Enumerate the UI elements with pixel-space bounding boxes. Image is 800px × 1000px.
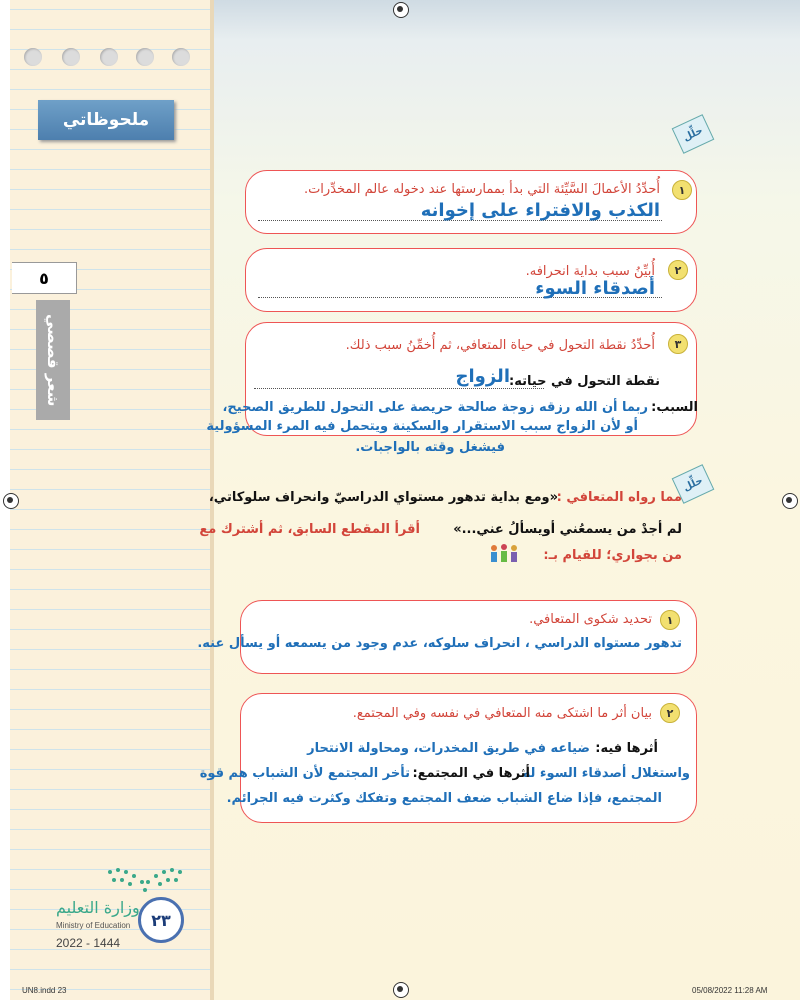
- cause-line-3[interactable]: فيشغل وقته بالواجبات.: [355, 440, 505, 455]
- turning-point-label: نقطة التحول في حياته:: [509, 374, 660, 389]
- self-effect-answer[interactable]: ضياعه في طريق المخدرات، ومحاولة الانتحار: [307, 741, 590, 756]
- answer-line: [254, 388, 544, 389]
- analyze-tag: حلِّل: [672, 464, 715, 504]
- registration-mark: [3, 493, 19, 509]
- binder-hole: [100, 48, 118, 66]
- narration-quote-1: «ومع بداية تدهور مستواي الدراسيّ وانحراف سلوكاتي،: [208, 490, 558, 505]
- task-2-title: بيان أثر ما اشتكى منه المتعافي في نفسه وفي المجتمع.: [352, 706, 652, 721]
- question-1-answer[interactable]: الكذب والافتراء على إخوانه: [420, 200, 660, 221]
- group-discussion-icon: [488, 542, 520, 564]
- task-1-title: تحديد شكوى المتعافي.: [529, 612, 652, 627]
- binder-hole: [24, 48, 42, 66]
- notes-sidebar: [10, 0, 210, 1000]
- lesson-title: شعر قصصي: [36, 300, 70, 420]
- binder-hole: [136, 48, 154, 66]
- question-1-prompt: أُحدِّدُ الأعمالَ السَّيِّئة التي بدأ بممارستها عند دخوله عالم المخدِّرات.: [303, 182, 660, 197]
- edition-year: 2022 - 1444: [56, 936, 121, 950]
- registration-mark: [782, 493, 798, 509]
- page-number: ٢٣: [138, 897, 184, 943]
- narration-quote-2: لم أجدْ من يسمعُني أويسألُ عني...»: [453, 522, 682, 537]
- turning-point-answer[interactable]: الزواج: [455, 366, 510, 387]
- unit-number: ٥: [12, 262, 77, 294]
- binder-hole: [172, 48, 190, 66]
- society-effect-answer[interactable]: تأخر المجتمع لأن الشباب هم قوة: [199, 766, 410, 781]
- cause-line-1[interactable]: ربما أن الله رزقه زوجة صالحة حريصة على التحول للطريق الصحيح،: [222, 400, 648, 415]
- task-1-number: ١: [660, 610, 680, 630]
- narration-instruction-2: من بجواري؛ للقيام بـ:: [543, 548, 682, 563]
- question-2-answer[interactable]: أصدقاء السوء: [535, 278, 655, 299]
- society-effect-label: أثرها في المجتمع:: [412, 766, 530, 781]
- binder-hole: [62, 48, 80, 66]
- question-3-prompt: أُحدِّدُ نقطة التحول في حياة المتعافي، ثم أُخمِّنُ سبب ذلك.: [345, 338, 655, 353]
- task-2-number: ٢: [660, 703, 680, 723]
- registration-mark: [393, 982, 409, 998]
- self-effect-label: أثرها فيه:: [595, 741, 658, 756]
- print-timestamp: 05/08/2022 11:28 AM: [692, 986, 768, 995]
- question-1-number: ١: [672, 180, 692, 200]
- notes-title: ملحوظاتي: [38, 100, 174, 140]
- cause-label: السبب:: [651, 400, 698, 415]
- cause-line-2[interactable]: أو لأن الزواج سبب الاستقرار والسكينة ويتحمل فيه المرء المسؤولية: [206, 419, 638, 434]
- analyze-tag: حلِّل: [672, 114, 715, 154]
- ministry-logo-icon: [100, 862, 190, 894]
- question-2-prompt: أُبيِّنُ سبب بداية انحرافه.: [525, 264, 655, 279]
- question-3-number: ٣: [668, 334, 688, 354]
- registration-mark: [393, 2, 409, 18]
- task-1-answer[interactable]: تدهور مستواه الدراسي ، انحراف سلوكه، عدم وجود من يسمعه أو يسأل عنه.: [197, 636, 682, 651]
- self-effect-answer-2[interactable]: واستغلال أصدقاء السوء له: [522, 766, 690, 781]
- ministry-name-ar: وزارة التعليم: [56, 898, 140, 917]
- question-2-number: ٢: [668, 260, 688, 280]
- ministry-name-en: Ministry of Education: [56, 921, 131, 930]
- file-name: UN8.indd 23: [22, 986, 67, 995]
- narration-label: مما رواه المتعافي :: [556, 490, 682, 505]
- society-effect-answer-2[interactable]: المجتمع، فإذا ضاع الشباب ضعف المجتمع وتفكك وكثرت فيه الجرائم.: [226, 791, 662, 806]
- narration-instruction-1: أقرأ المقطع السابق، ثم أشترك مع: [199, 522, 420, 537]
